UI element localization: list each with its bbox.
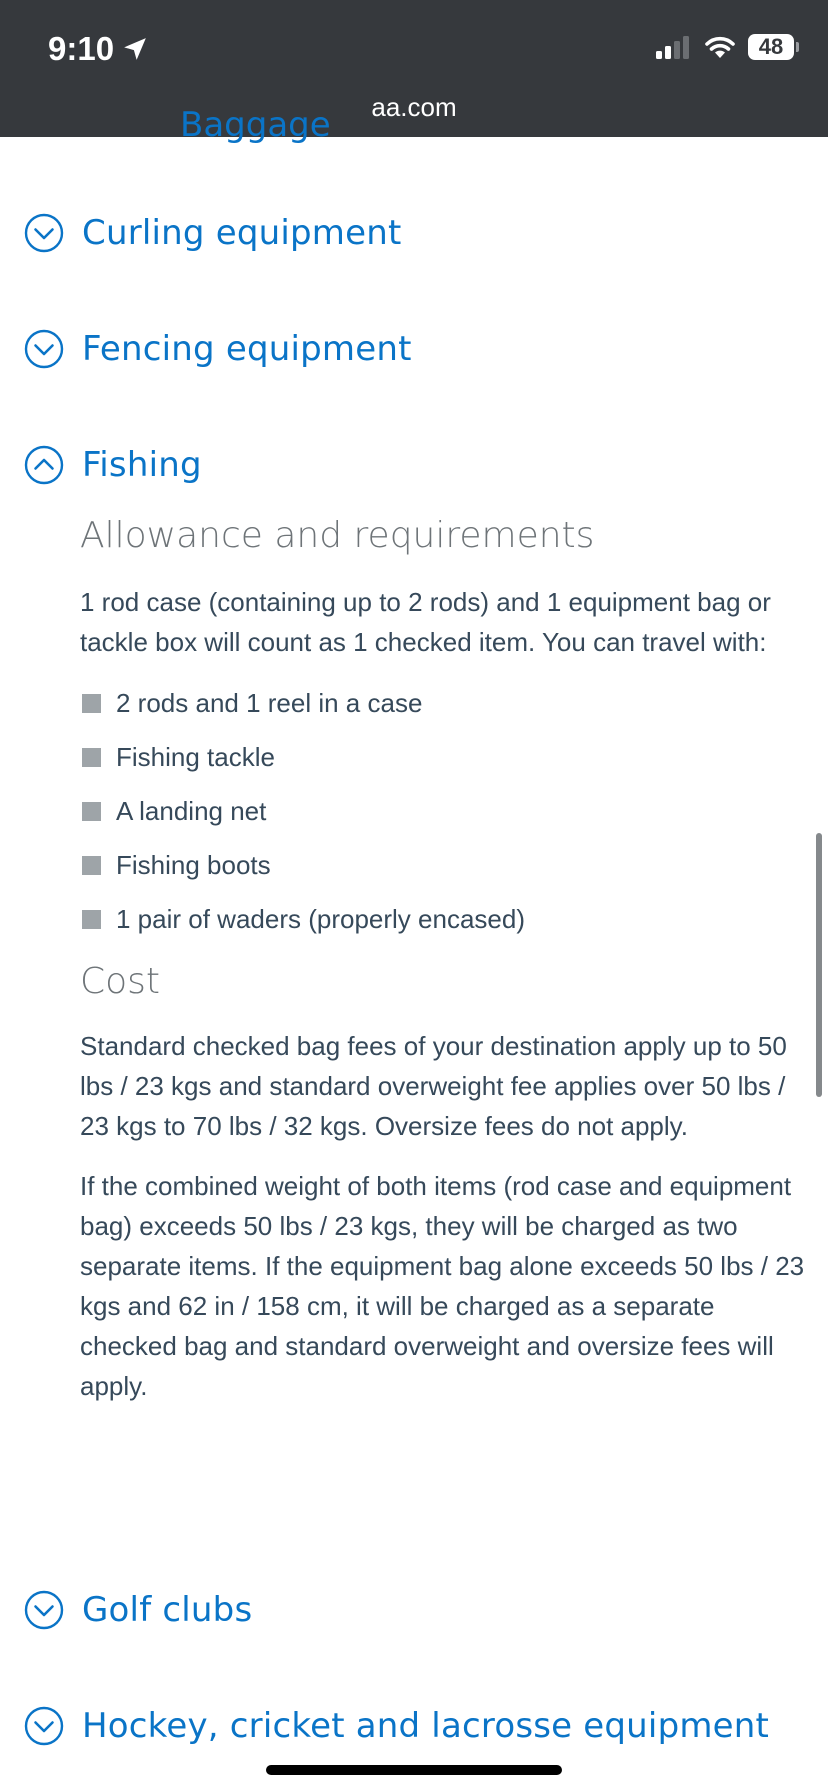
cost-text-1: Standard checked bag fees of your destination apply up to 50 lbs / 23 kgs and standard overweight fee applies over 50 lbs / 23 kgs to 70 lbs / 32 kgs. Oversize fees do not apply.	[80, 1031, 787, 1141]
status-time	[48, 30, 148, 68]
accordion-title: Fencing equipment	[82, 329, 412, 369]
chevron-down-circle-icon	[24, 213, 64, 253]
battery-icon	[748, 34, 794, 60]
allowance-text: 1 rod case (containing up to 2 rods) and 1 equipment bag or tackle box will count as 1 checked item. You can travel with:	[80, 587, 771, 657]
page-scrollbar[interactable]	[816, 833, 822, 1097]
list-item-text: 2 rods and 1 reel in a case	[116, 687, 423, 718]
location-arrow-icon	[122, 36, 148, 62]
browser-top-bar	[0, 0, 828, 137]
list-item	[80, 676, 810, 730]
cost-text-2: If the combined weight of both items (rod case and equipment bag) exceeds 50 lbs / 23 kgs, they will be charged as two separate items. If the equipment bag alone exceeds 50 lbs / 23 kgs and 62 in / 158 cm, it will be charged as a separate checked bag and standard overweight and oversize fees will apply.	[80, 1171, 805, 1401]
list-item-text: Fishing tackle	[116, 741, 275, 772]
bullet-square-icon	[82, 748, 101, 767]
accordion-hockey-cricket-lacrosse[interactable]	[24, 1706, 769, 1746]
chevron-down-circle-icon	[24, 329, 64, 369]
accordion-title: Curling equipment	[82, 213, 402, 253]
chevron-down-circle-icon	[24, 1590, 64, 1630]
cost-heading: Cost	[80, 961, 161, 1002]
bullet-square-icon	[82, 802, 101, 821]
list-item	[80, 784, 810, 838]
accordion-curling-equipment[interactable]	[24, 213, 402, 253]
fishing-panel	[80, 508, 810, 1406]
wifi-icon	[704, 35, 736, 59]
list-item-text: A landing net	[116, 795, 267, 826]
status-icons	[656, 34, 794, 60]
bullet-square-icon	[82, 910, 101, 929]
url-bar[interactable]: aa.com	[371, 92, 457, 122]
partial-accordion-label: Baggage	[180, 105, 331, 145]
list-item-text: Fishing boots	[116, 849, 271, 880]
home-indicator[interactable]	[266, 1765, 562, 1775]
accordion-title: Fishing	[82, 445, 202, 485]
list-item-text: 1 pair of waders (properly encased)	[116, 903, 525, 934]
accordion-fishing[interactable]	[24, 445, 202, 485]
list-item	[80, 892, 810, 946]
status-time-text: 9:10	[48, 30, 115, 67]
cellular-signal-icon	[656, 35, 692, 59]
battery-level: 48	[758, 34, 784, 59]
accordion-title: Golf clubs	[82, 1590, 253, 1630]
allowance-heading: Allowance and requirements	[80, 515, 595, 556]
bullet-square-icon	[82, 694, 101, 713]
list-item	[80, 838, 810, 892]
list-item	[80, 730, 810, 784]
accordion-golf-clubs[interactable]	[24, 1590, 252, 1630]
partial-accordion-item[interactable]	[180, 105, 331, 145]
accordion-title: Hockey, cricket and lacrosse equipment	[82, 1706, 770, 1746]
allowance-list	[80, 676, 810, 946]
accordion-fencing-equipment[interactable]	[24, 329, 412, 369]
bullet-square-icon	[82, 856, 101, 875]
chevron-up-circle-icon	[24, 445, 64, 485]
chevron-down-circle-icon	[24, 1706, 64, 1746]
